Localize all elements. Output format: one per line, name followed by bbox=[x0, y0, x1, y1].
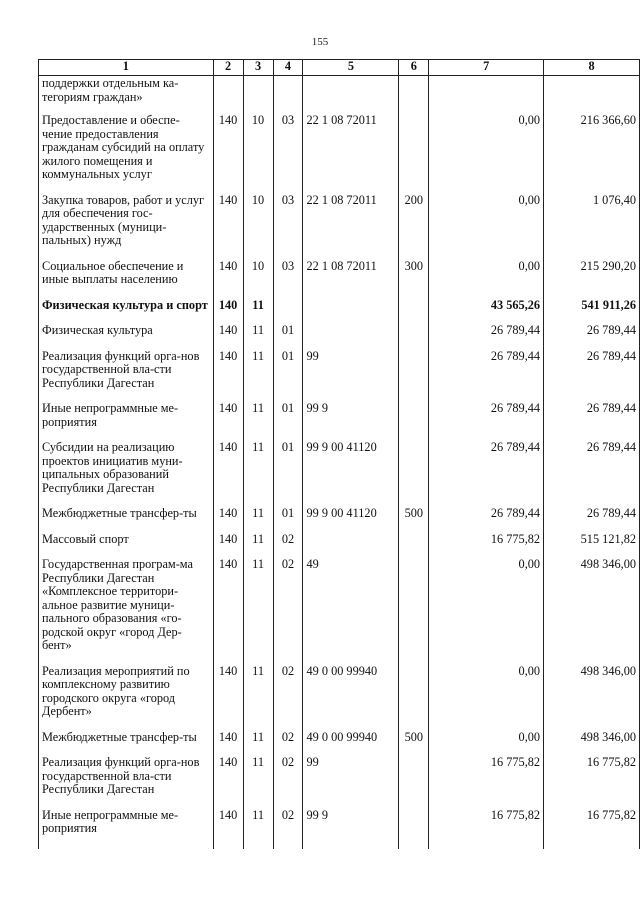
row-code-3-cell: 11 bbox=[243, 556, 273, 663]
row-amount-8-cell: 16 775,82 bbox=[544, 807, 640, 849]
row-name-cell: Физическая культура bbox=[39, 322, 214, 348]
row-code-6-cell bbox=[399, 439, 429, 505]
row-amount-8-cell: 1 076,40 bbox=[544, 192, 640, 258]
row-code-5-cell: 22 1 08 72011 bbox=[303, 192, 399, 258]
row-amount-7-cell: 26 789,44 bbox=[429, 439, 544, 505]
row-code-6-cell bbox=[399, 531, 429, 557]
row-name-cell: Закупка товаров, работ и услуг для обеспечения гос-ударственных (муници-пальных) нужд bbox=[39, 192, 214, 258]
row-code-3-cell: 11 bbox=[243, 348, 273, 401]
row-code-3-cell: 11 bbox=[243, 531, 273, 557]
row-amount-8-cell: 498 346,00 bbox=[544, 729, 640, 755]
table-row bbox=[39, 556, 640, 663]
row-amount-8-cell bbox=[544, 76, 640, 113]
row-amount-7-cell: 26 789,44 bbox=[429, 400, 544, 439]
table-row bbox=[39, 400, 640, 439]
row-code-6-cell bbox=[399, 400, 429, 439]
table-row bbox=[39, 348, 640, 401]
row-code-6-cell bbox=[399, 297, 429, 323]
table-header bbox=[39, 60, 640, 76]
table-row bbox=[39, 729, 640, 755]
row-code-4-cell: 02 bbox=[273, 531, 303, 557]
row-code-2-cell: 140 bbox=[213, 258, 243, 297]
row-code-4-cell: 03 bbox=[273, 258, 303, 297]
row-code-3-cell bbox=[243, 76, 273, 113]
column-header: 6 bbox=[399, 60, 429, 76]
row-name-cell: поддержки отдельным ка-тегориям граждан» bbox=[39, 76, 214, 113]
page-number: 155 bbox=[311, 36, 329, 48]
row-code-2-cell: 140 bbox=[213, 439, 243, 505]
row-code-5-cell: 22 1 08 72011 bbox=[303, 112, 399, 192]
row-amount-8-cell: 26 789,44 bbox=[544, 322, 640, 348]
column-header: 3 bbox=[243, 60, 273, 76]
row-code-5-cell: 99 9 bbox=[303, 400, 399, 439]
row-amount-8-cell: 498 346,00 bbox=[544, 663, 640, 729]
table-body bbox=[39, 76, 640, 849]
row-code-3-cell: 11 bbox=[243, 754, 273, 807]
row-code-2-cell: 140 bbox=[213, 729, 243, 755]
row-amount-7-cell: 16 775,82 bbox=[429, 807, 544, 849]
row-amount-7-cell: 0,00 bbox=[429, 729, 544, 755]
row-code-4-cell: 02 bbox=[273, 807, 303, 849]
row-code-4-cell: 03 bbox=[273, 192, 303, 258]
column-header: 4 bbox=[273, 60, 303, 76]
row-code-4-cell: 01 bbox=[273, 505, 303, 531]
table-row bbox=[39, 505, 640, 531]
row-code-5-cell: 99 9 00 41120 bbox=[303, 439, 399, 505]
row-code-5-cell: 49 bbox=[303, 556, 399, 663]
table-row bbox=[39, 754, 640, 807]
column-header: 7 bbox=[429, 60, 544, 76]
budget-table bbox=[38, 59, 640, 849]
row-amount-7-cell: 26 789,44 bbox=[429, 348, 544, 401]
column-header: 8 bbox=[544, 60, 640, 76]
row-amount-7-cell: 0,00 bbox=[429, 258, 544, 297]
row-code-4-cell: 01 bbox=[273, 348, 303, 401]
row-amount-8-cell: 26 789,44 bbox=[544, 348, 640, 401]
row-code-5-cell: 99 bbox=[303, 348, 399, 401]
row-code-3-cell: 10 bbox=[243, 258, 273, 297]
row-amount-7-cell: 16 775,82 bbox=[429, 531, 544, 557]
row-name-cell: Реализация мероприятий по комплексному развитию городского округа «город Дербент» bbox=[39, 663, 214, 729]
row-code-3-cell: 11 bbox=[243, 439, 273, 505]
row-code-4-cell: 02 bbox=[273, 729, 303, 755]
row-amount-7-cell: 26 789,44 bbox=[429, 505, 544, 531]
row-code-2-cell: 140 bbox=[213, 348, 243, 401]
row-code-2-cell: 140 bbox=[213, 322, 243, 348]
row-code-6-cell bbox=[399, 322, 429, 348]
row-name-cell: Межбюджетные трансфер-ты bbox=[39, 505, 214, 531]
row-amount-7-cell: 16 775,82 bbox=[429, 754, 544, 807]
row-amount-8-cell: 26 789,44 bbox=[544, 400, 640, 439]
row-code-6-cell: 500 bbox=[399, 729, 429, 755]
row-name-cell: Субсидии на реализацию проектов инициатив муни-ципальных образований Республики Дагестан bbox=[39, 439, 214, 505]
row-code-6-cell bbox=[399, 807, 429, 849]
row-code-4-cell: 01 bbox=[273, 400, 303, 439]
table-row bbox=[39, 531, 640, 557]
row-name-cell: Государственная програм-ма Республики Дагестан «Комплексное территори-альное развитие муници-пального образования «го-родской округ «город Дер-бент» bbox=[39, 556, 214, 663]
table-row bbox=[39, 439, 640, 505]
row-name-cell: Массовый спорт bbox=[39, 531, 214, 557]
row-code-3-cell: 10 bbox=[243, 192, 273, 258]
row-amount-8-cell: 26 789,44 bbox=[544, 505, 640, 531]
row-amount-7-cell: 0,00 bbox=[429, 663, 544, 729]
row-amount-7-cell: 26 789,44 bbox=[429, 322, 544, 348]
row-code-2-cell: 140 bbox=[213, 297, 243, 323]
row-code-6-cell bbox=[399, 112, 429, 192]
row-code-3-cell: 11 bbox=[243, 663, 273, 729]
row-code-4-cell: 02 bbox=[273, 663, 303, 729]
row-amount-7-cell bbox=[429, 76, 544, 113]
row-code-2-cell: 140 bbox=[213, 192, 243, 258]
row-code-5-cell: 99 9 bbox=[303, 807, 399, 849]
column-header: 5 bbox=[303, 60, 399, 76]
row-code-6-cell bbox=[399, 348, 429, 401]
row-code-5-cell bbox=[303, 322, 399, 348]
row-code-5-cell bbox=[303, 297, 399, 323]
table-row bbox=[39, 807, 640, 849]
row-code-5-cell bbox=[303, 76, 399, 113]
row-code-6-cell: 200 bbox=[399, 192, 429, 258]
row-code-2-cell: 140 bbox=[213, 531, 243, 557]
row-code-4-cell: 02 bbox=[273, 754, 303, 807]
row-amount-8-cell: 515 121,82 bbox=[544, 531, 640, 557]
row-amount-8-cell: 498 346,00 bbox=[544, 556, 640, 663]
table-row bbox=[39, 112, 640, 192]
table-row bbox=[39, 76, 640, 113]
row-code-2-cell: 140 bbox=[213, 400, 243, 439]
row-name-cell: Реализация функций орга-нов государственной вла-сти Республики Дагестан bbox=[39, 348, 214, 401]
table-row bbox=[39, 258, 640, 297]
row-code-6-cell: 500 bbox=[399, 505, 429, 531]
table-row bbox=[39, 663, 640, 729]
row-amount-7-cell: 0,00 bbox=[429, 112, 544, 192]
row-code-3-cell: 11 bbox=[243, 729, 273, 755]
row-code-5-cell: 99 bbox=[303, 754, 399, 807]
row-amount-7-cell: 0,00 bbox=[429, 192, 544, 258]
row-code-4-cell bbox=[273, 297, 303, 323]
row-name-cell: Социальное обеспечение и иные выплаты населению bbox=[39, 258, 214, 297]
row-code-2-cell: 140 bbox=[213, 807, 243, 849]
row-name-cell: Физическая культура и спорт bbox=[39, 297, 214, 323]
row-code-4-cell: 03 bbox=[273, 112, 303, 192]
row-code-6-cell bbox=[399, 663, 429, 729]
row-code-5-cell: 22 1 08 72011 bbox=[303, 258, 399, 297]
row-code-2-cell: 140 bbox=[213, 663, 243, 729]
column-header: 2 bbox=[213, 60, 243, 76]
row-code-4-cell: 01 bbox=[273, 439, 303, 505]
row-code-4-cell: 01 bbox=[273, 322, 303, 348]
row-code-2-cell: 140 bbox=[213, 505, 243, 531]
row-code-5-cell: 99 9 00 41120 bbox=[303, 505, 399, 531]
row-amount-8-cell: 215 290,20 bbox=[544, 258, 640, 297]
row-code-6-cell bbox=[399, 754, 429, 807]
row-amount-7-cell: 0,00 bbox=[429, 556, 544, 663]
row-code-5-cell: 49 0 00 99940 bbox=[303, 729, 399, 755]
row-amount-8-cell: 16 775,82 bbox=[544, 754, 640, 807]
row-code-3-cell: 11 bbox=[243, 807, 273, 849]
row-code-3-cell: 11 bbox=[243, 322, 273, 348]
table-row bbox=[39, 322, 640, 348]
row-code-6-cell: 300 bbox=[399, 258, 429, 297]
column-header: 1 bbox=[39, 60, 214, 76]
row-code-4-cell: 02 bbox=[273, 556, 303, 663]
row-code-6-cell bbox=[399, 76, 429, 113]
row-code-2-cell: 140 bbox=[213, 754, 243, 807]
table-row bbox=[39, 192, 640, 258]
row-amount-8-cell: 26 789,44 bbox=[544, 439, 640, 505]
row-code-2-cell: 140 bbox=[213, 556, 243, 663]
row-code-2-cell: 140 bbox=[213, 112, 243, 192]
table-row bbox=[39, 297, 640, 323]
row-name-cell: Иные непрограммные ме-роприятия bbox=[39, 400, 214, 439]
row-code-6-cell bbox=[399, 556, 429, 663]
row-code-3-cell: 11 bbox=[243, 505, 273, 531]
row-name-cell: Межбюджетные трансфер-ты bbox=[39, 729, 214, 755]
row-code-3-cell: 11 bbox=[243, 400, 273, 439]
row-name-cell: Иные непрограммные ме-роприятия bbox=[39, 807, 214, 849]
row-amount-7-cell: 43 565,26 bbox=[429, 297, 544, 323]
row-name-cell: Реализация функций орга-нов государственной вла-сти Республики Дагестан bbox=[39, 754, 214, 807]
row-code-5-cell bbox=[303, 531, 399, 557]
row-name-cell: Предоставление и обеспе-чение предоставления гражданам субсидий на оплату жилого помещения и коммунальных услуг bbox=[39, 112, 214, 192]
row-code-3-cell: 11 bbox=[243, 297, 273, 323]
row-code-3-cell: 10 bbox=[243, 112, 273, 192]
row-code-2-cell bbox=[213, 76, 243, 113]
header-row bbox=[39, 60, 640, 76]
row-amount-8-cell: 541 911,26 bbox=[544, 297, 640, 323]
row-code-4-cell bbox=[273, 76, 303, 113]
row-code-5-cell: 49 0 00 99940 bbox=[303, 663, 399, 729]
row-amount-8-cell: 216 366,60 bbox=[544, 112, 640, 192]
